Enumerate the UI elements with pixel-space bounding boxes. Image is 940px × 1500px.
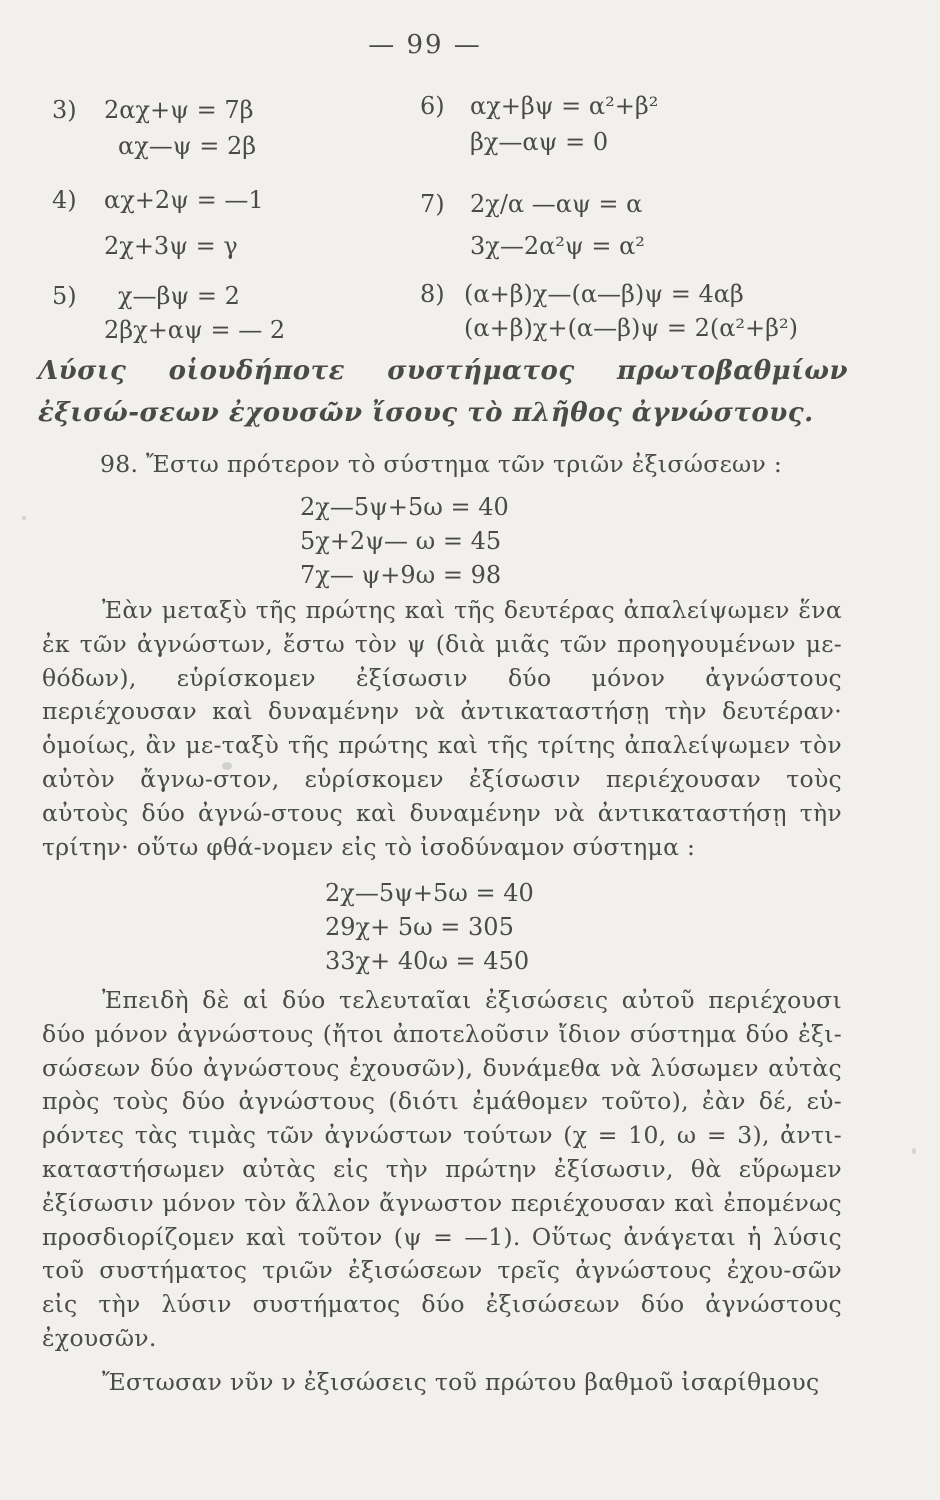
equation-system-8 (420, 276, 840, 356)
equation-system-3 (52, 92, 382, 172)
page-number: — 99 — (368, 30, 482, 60)
equation-line: αχ+βψ = α²+β² (470, 92, 659, 120)
equation-system-6 (420, 88, 820, 168)
equation-line: χ—βψ = 2 (118, 282, 240, 310)
equation-line: (α+β)χ—(α—β)ψ = 4αβ (464, 280, 744, 308)
scan-smudge (912, 1148, 916, 1154)
equation-line: (α+β)χ+(α—β)ψ = 2(α²+β²) (464, 314, 798, 342)
equation-label: 6) (420, 92, 445, 120)
equation-line: βχ—αψ = 0 (470, 128, 609, 156)
equation-system-7 (420, 178, 820, 268)
paragraph-n-equations: Ἔστωσαν νῦν ν ἐξισώσεις τοῦ πρώτου βαθμοῦ ἰσαρίθμους (102, 1368, 820, 1396)
equation-label: 5) (52, 282, 77, 310)
scan-smudge (222, 762, 232, 770)
equation-line: 2βχ+αψ = — 2 (104, 316, 286, 344)
system-equation: 33χ+ 40ω = 450 (325, 947, 530, 975)
equation-line: 3χ—2α²ψ = α² (470, 232, 645, 260)
equation-label: 3) (52, 96, 77, 124)
paragraph-elimination: Ἐὰν μεταξὺ τῆς πρώτης καὶ τῆς δευτέρας ἀπαλείψωμεν ἕνα ἐκ τῶν ἀγνώστων, ἔστω τὸν ψ (διὰ μιᾶς τῶν προηγουμένων με-θόδων), εὑρίσκομεν ἐξίσωσιν δύο μόνον ἀγνώστους περιέχουσαν καὶ δυναμένην νὰ ἀντικαταστήσῃ τὴν δευτέραν· ὁμοίως, ἂν με-ταξὺ τῆς πρώτης καὶ τῆς τρίτης ἀπαλείψωμεν τὸν αὐτὸν ἄγνω-στον, εὑρίσκομεν ἐξίσωσιν περιέχουσαν τοὺς αὐτοὺς δύο ἀγνώ-στους καὶ δυναμένην νὰ ἀντικαταστήσῃ τὴν τρίτην· οὕτω φθά-νομεν εἰς τὸ ἰσοδύναμον σύστημα : (42, 596, 842, 861)
system-equation: 29χ+ 5ω = 305 (325, 913, 514, 941)
equation-label: 4) (52, 186, 77, 214)
system-equation: 2χ—5ψ+5ω = 40 (325, 879, 534, 907)
paragraph-reduction: Ἐπειδὴ δὲ αἱ δύο τελευταῖαι ἐξισώσεις αὐτοῦ περιέχουσι δύο μόνον ἀγνώστους (ἤτοι ἀποτελοῦσιν ἴδιον σύστημα δύο ἐξι-σώσεων δύο ἀγνώστους ἐχουσῶν), δυνάμεθα νὰ λύσωμεν αὐτὰς πρὸς τοὺς δύο ἀγνώστους (διότι ἐμάθομεν τοῦτο), ἐὰν δέ, εὑ-ρόντες τὰς τιμὰς τῶν ἀγνώστων τούτων (χ = 10, ω = 3), ἀντι-καταστήσωμεν αὐτὰς εἰς τὴν πρώτην ἐξίσωσιν, θὰ εὕρωμεν ἐξίσωσιν μόνον τὸν ἄλλον ἄγνωστον περιέχουσαν καὶ ἐπομένως προσδιορίζομεν καὶ τοῦτον (ψ = —1). Οὕτως ἀνάγεται ἡ λύσις τοῦ συστήματος τριῶν ἐξισώσεων τρεῖς ἀγνώστους ἐχου-σῶν εἰς τὴν λύσιν συστήματος δύο ἐξισώσεων δύο ἀγνώστους ἐχουσῶν. (42, 986, 842, 1352)
system-equation: 7χ— ψ+9ω = 98 (300, 561, 502, 589)
equation-label: 7) (420, 190, 445, 218)
equivalent-system (325, 876, 534, 978)
section-heading: Λύσις οἱουδήποτε συστήματος πρωτοβαθμίων ἐξισώ-σεων ἐχουσῶν ἴσους τὸ πλῆθος ἀγνώστους. (38, 356, 848, 428)
system-equation: 5χ+2ψ— ω = 45 (300, 527, 502, 555)
system-equation: 2χ—5ψ+5ω = 40 (300, 493, 509, 521)
equation-line: 2χ/α —αψ = α (470, 190, 643, 218)
scan-smudge (22, 516, 26, 520)
equation-line: 2αχ+ψ = 7β (104, 96, 254, 124)
equation-line: αχ—ψ = 2β (118, 132, 257, 160)
equation-system-4 (52, 182, 382, 262)
intro-paragraph: 98. Ἔστω πρότερον τὸ σύστημα τῶν τριῶν ἐξισώσεων : (100, 450, 783, 478)
equation-line: αχ+2ψ = —1 (104, 186, 264, 214)
equation-system-5 (52, 278, 382, 358)
equation-line: 2χ+3ψ = γ (104, 232, 238, 260)
equation-label: 8) (420, 280, 445, 308)
system-of-three-equations (300, 490, 509, 592)
